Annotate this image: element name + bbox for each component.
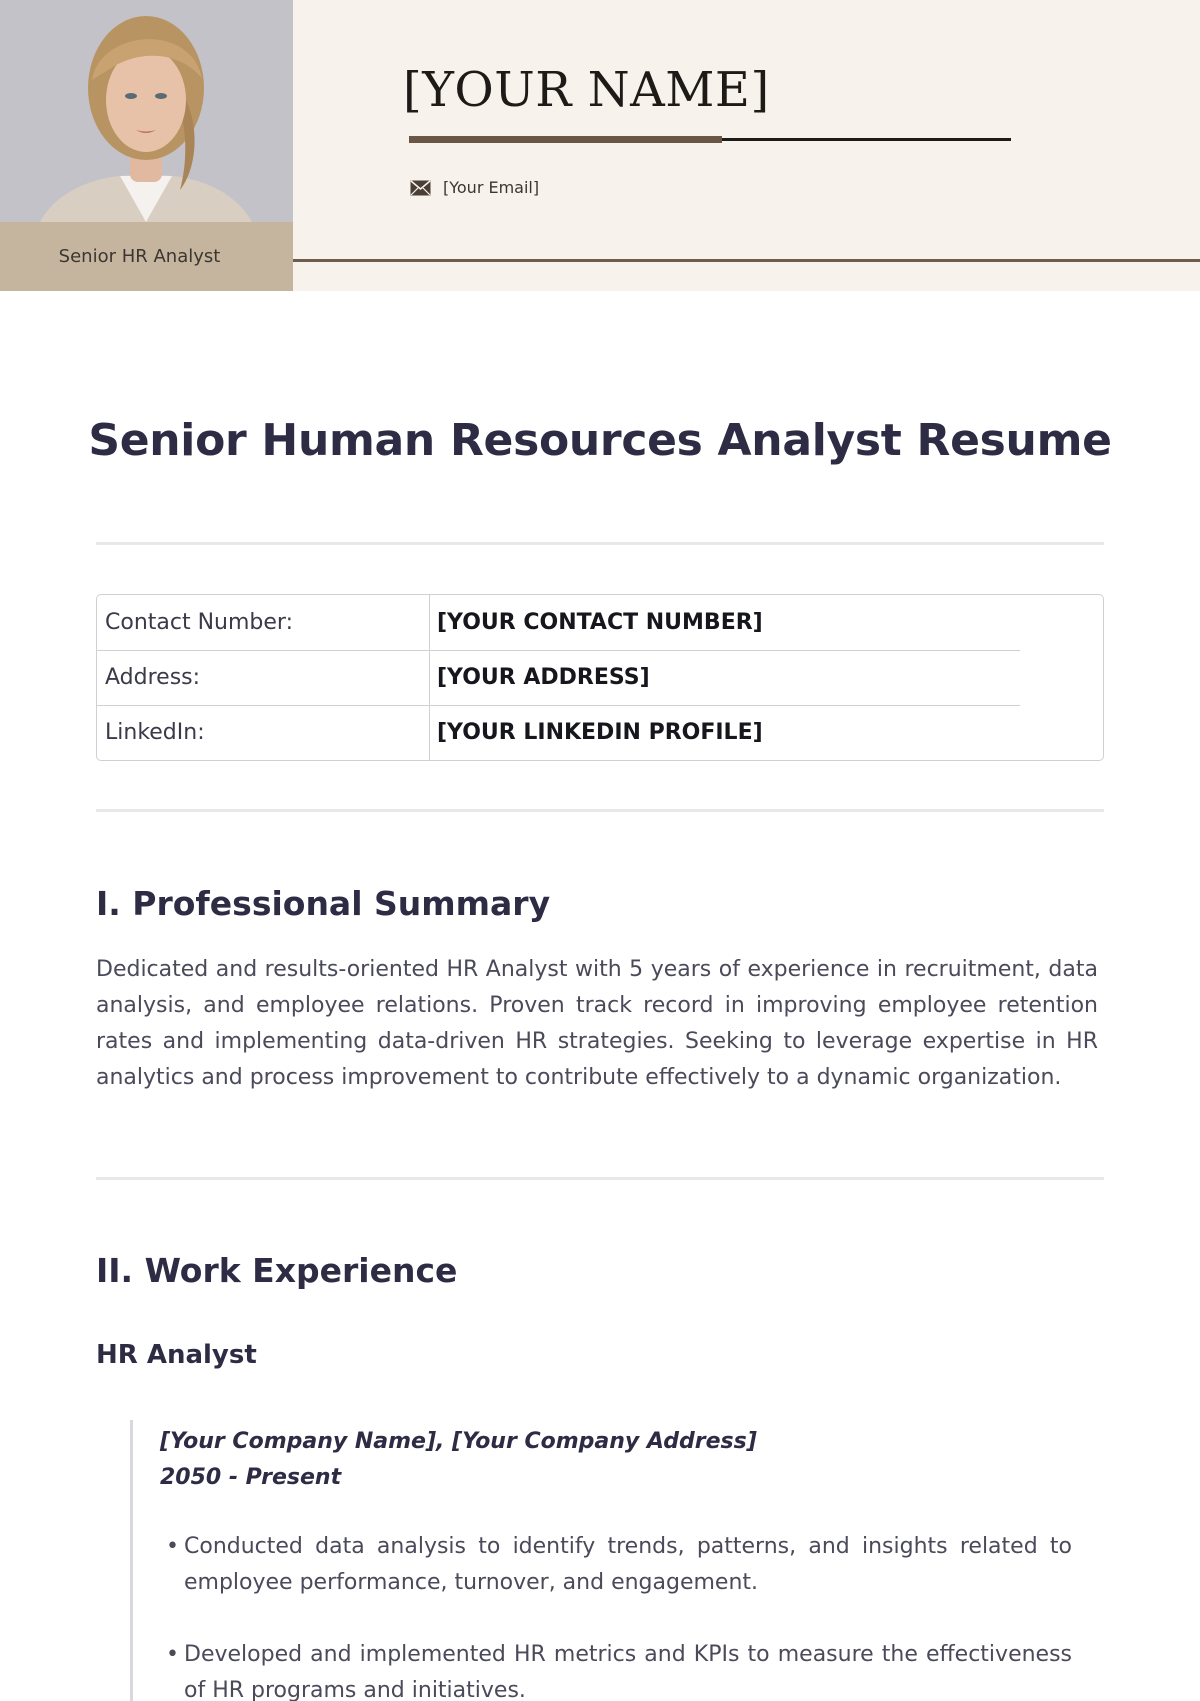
- candidate-name: [YOUR NAME]: [403, 62, 770, 118]
- profile-photo: [0, 0, 293, 291]
- divider: [96, 542, 1104, 545]
- divider: [96, 1177, 1104, 1180]
- summary-heading: I. Professional Summary: [96, 884, 551, 923]
- document-title: Senior Human Resources Analyst Resume: [88, 415, 1112, 466]
- divider: [96, 809, 1104, 812]
- table-row: [97, 650, 1103, 705]
- job-title: HR Analyst: [96, 1340, 257, 1370]
- contact-table: [96, 594, 1104, 761]
- portrait-image: [0, 0, 293, 222]
- name-underline: [722, 138, 1011, 141]
- list-item: • Conducted data analysis to identify trends, patterns, and insights related to employee performance, turnover, and engagement.: [160, 1529, 1072, 1601]
- linkedin-label: LinkedIn:: [105, 720, 205, 745]
- address-label: Address:: [105, 665, 201, 690]
- list-item: • Developed and implemented HR metrics and KPIs to measure the effectiveness of HR programs and initiatives.: [160, 1637, 1072, 1701]
- linkedin-value[interactable]: [YOUR LINKEDIN PROFILE]: [437, 720, 763, 745]
- header-divider: [293, 259, 1200, 262]
- table-row: [97, 595, 1103, 650]
- mail-icon: [410, 180, 431, 196]
- email-row: [410, 178, 539, 197]
- responsibility-list: [160, 1529, 1072, 1701]
- employment-dates: 2050 - Present: [160, 1465, 342, 1490]
- summary-text: Dedicated and results-oriented HR Analyst with 5 years of experience in recruitment, data analysis, and employee relations. Proven track record in improving employee retention rates and implementing data-driven HR strategies. Seeking to leverage expertise in HR analytics and process improvement to contribute effectively to a dynamic organization.: [96, 957, 1098, 1090]
- role-label: Senior HR Analyst: [58, 246, 221, 267]
- resume-header: [0, 0, 1200, 291]
- table-row: [97, 705, 1103, 760]
- experience-heading: II. Work Experience: [96, 1251, 458, 1290]
- experience-quote-bar: [130, 1420, 133, 1701]
- role-banner: [0, 222, 293, 291]
- address-value: [YOUR ADDRESS]: [437, 665, 650, 690]
- contact-number-value: [YOUR CONTACT NUMBER]: [437, 610, 763, 635]
- name-underline-accent: [409, 136, 722, 143]
- company-block: [160, 1424, 757, 1496]
- email-address[interactable]: [Your Email]: [443, 178, 540, 197]
- contact-number-label: Contact Number:: [105, 610, 293, 635]
- company-line: [Your Company Name], [Your Company Address]: [160, 1429, 757, 1454]
